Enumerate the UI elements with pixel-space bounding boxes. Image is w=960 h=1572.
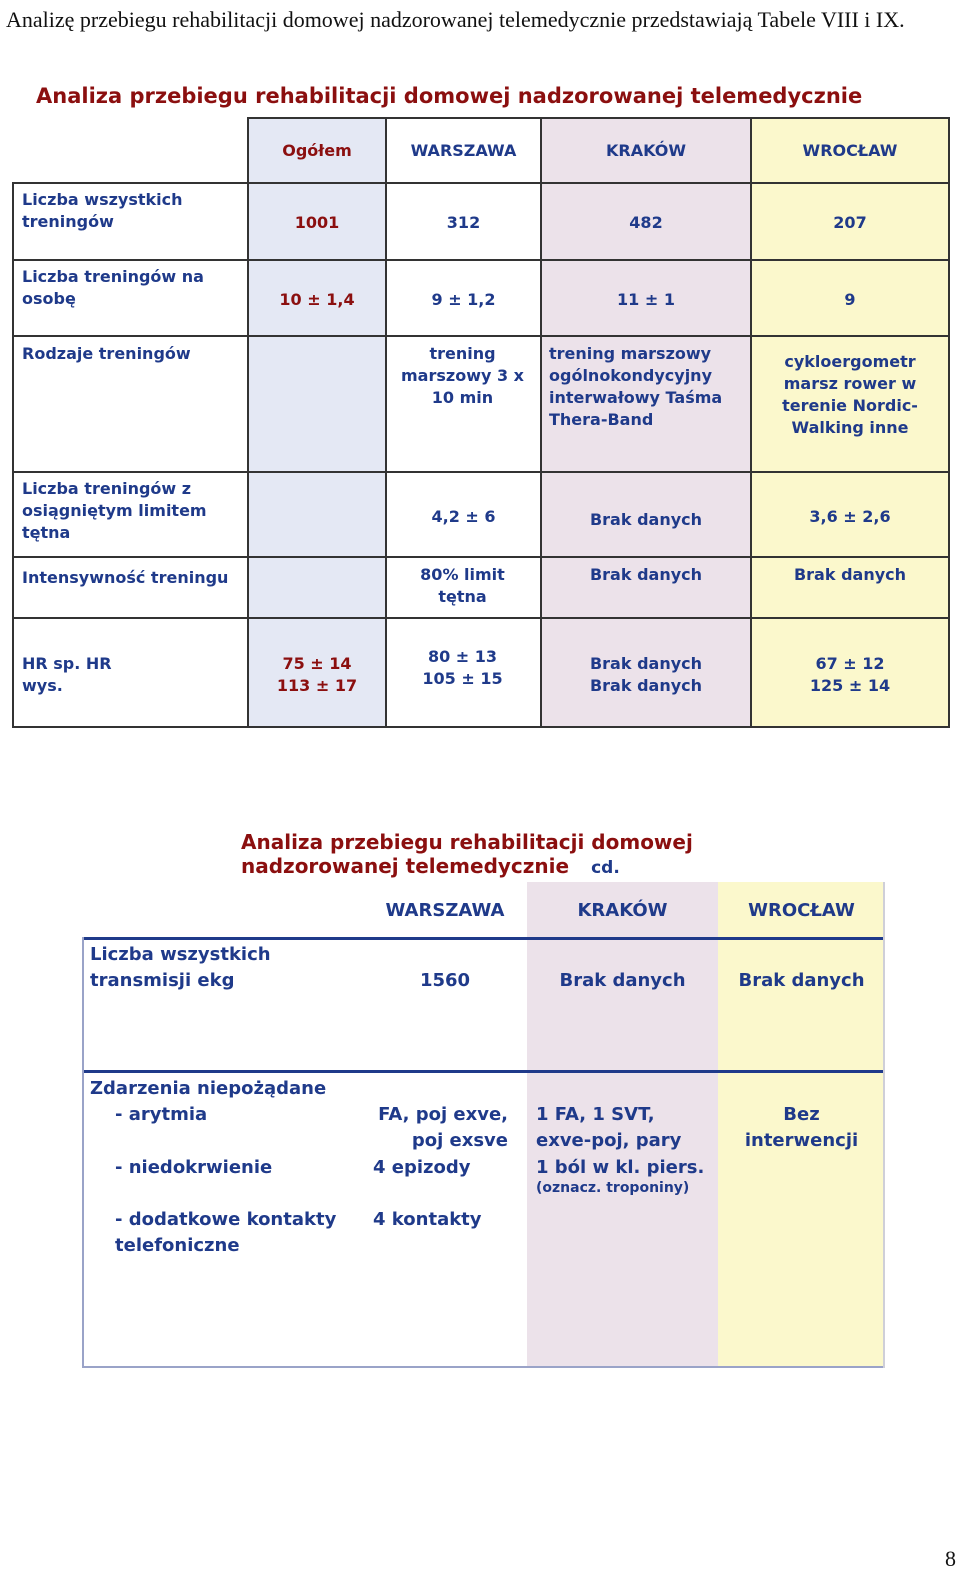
cell-ogolem: 10 ± 1,4 bbox=[279, 290, 355, 309]
grid-line bbox=[540, 117, 542, 727]
cell-krakow: Brak danych bbox=[589, 510, 703, 529]
row-label-treningow-na-osobe: Liczba treningów na osobę bbox=[22, 267, 204, 308]
col-bg-ogolem bbox=[247, 117, 385, 727]
cell-warszawa: 80 ± 13 105 ± 15 bbox=[422, 647, 503, 688]
table2-title-line2: nadzorowanej telemedycznie bbox=[241, 854, 570, 878]
row-label-hr: HR sp. HR wys. bbox=[22, 654, 112, 695]
cell-krakow: Brak danych bbox=[589, 565, 703, 584]
cell-krakow-ekg: Brak danych bbox=[559, 970, 686, 991]
header-warszawa-2: WARSZAWA bbox=[385, 900, 505, 921]
cell-krakow-rodzaje: trening marszowy ogólnokondycyjny interwałowy Taśma Thera-Band bbox=[549, 344, 723, 429]
table2-title-suffix: cd. bbox=[591, 858, 620, 878]
header-wroclaw: WROCŁAW bbox=[802, 141, 898, 160]
grid-line bbox=[12, 617, 950, 619]
cell-warszawa: 9 ± 1,2 bbox=[431, 290, 496, 309]
table2-divider bbox=[82, 937, 885, 940]
intro-paragraph: Analizę przebiegu rehabilitacji domowej nadzorowanej telemedycznie przedstawiają Tabele VIII i IX. bbox=[6, 7, 905, 32]
table2-divider bbox=[82, 1070, 885, 1073]
cell-warszawa-rodzaje: trening marszowy 3 x 10 min bbox=[401, 344, 524, 407]
grid-line bbox=[12, 259, 950, 261]
cell-wroclaw: Brak danych bbox=[793, 565, 907, 584]
cell-warszawa: 4,2 ± 6 bbox=[431, 507, 496, 526]
grid-line bbox=[12, 726, 950, 728]
grid-line bbox=[385, 117, 387, 727]
table2-right-line bbox=[883, 882, 885, 1368]
cell-wroclaw: 9 bbox=[844, 290, 856, 309]
table2-bottom-line bbox=[82, 1366, 885, 1368]
cell-wroclaw-ekg: Brak danych bbox=[738, 970, 865, 991]
cell-warszawa: 312 bbox=[446, 213, 481, 232]
grid-line bbox=[948, 117, 950, 727]
row-label-intensywnosc: Intensywność treningu bbox=[22, 568, 229, 587]
grid-line bbox=[12, 182, 14, 727]
cell-ogolem: 75 ± 14 113 ± 17 bbox=[276, 654, 358, 695]
cell-warszawa-kontakty: 4 kontakty bbox=[373, 1209, 482, 1230]
table2-title-line1: Analiza przebiegu rehabilitacji domowej bbox=[241, 830, 693, 854]
grid-line bbox=[12, 471, 950, 473]
sub-label-arytmia: - arytmia bbox=[115, 1104, 208, 1125]
cell-wroclaw-zdarzenia: Bez interwencji bbox=[744, 1104, 859, 1151]
cell-krakow: 482 bbox=[629, 213, 663, 232]
row-label-liczba-treningow: Liczba wszystkich treningów bbox=[22, 190, 183, 231]
table2-left-line bbox=[82, 937, 84, 1368]
header-krakow-2: KRAKÓW bbox=[577, 900, 668, 921]
sub-label-niedokrwienie: - niedokrwienie bbox=[115, 1157, 273, 1178]
cell-warszawa: 80% limit tętna bbox=[420, 565, 505, 606]
grid-line bbox=[12, 556, 950, 558]
row-label-zdarzenia: Zdarzenia niepożądane bbox=[90, 1078, 327, 1099]
cell-krakow-note: (oznacz. troponiny) bbox=[536, 1180, 690, 1196]
grid-line bbox=[12, 335, 950, 337]
cell-krakow-arytmia: 1 FA, 1 SVT, exve-poj, pary bbox=[536, 1104, 682, 1151]
header-warszawa: WARSZAWA bbox=[410, 141, 517, 160]
grid-line bbox=[247, 117, 950, 119]
table2-title bbox=[241, 830, 693, 880]
page-number: 8 bbox=[945, 1546, 956, 1571]
header-ogolem: Ogółem bbox=[282, 141, 352, 160]
cell-wroclaw-rodzaje: cykloergometr marsz rower w terenie Nordic-Walking inne bbox=[782, 352, 918, 437]
header-wroclaw-2: WROCŁAW bbox=[748, 900, 855, 921]
cell-warszawa-niedokrwienie: 4 epizody bbox=[373, 1157, 471, 1178]
grid-line bbox=[12, 182, 950, 184]
cell-wroclaw: 3,6 ± 2,6 bbox=[809, 507, 891, 526]
row-label-rodzaje-treningow: Rodzaje treningów bbox=[22, 344, 191, 363]
cell-krakow: Brak danych Brak danych bbox=[589, 654, 703, 695]
cell-warszawa-ekg: 1560 bbox=[419, 970, 471, 991]
row-label-transmisje-ekg: Liczba wszystkich transmisji ekg bbox=[90, 944, 271, 991]
cell-wroclaw: 67 ± 12 125 ± 14 bbox=[809, 654, 891, 695]
cell-krakow: 11 ± 1 bbox=[617, 290, 675, 309]
cell-wroclaw: 207 bbox=[833, 213, 867, 232]
grid-line bbox=[750, 117, 752, 727]
row-label-limit-tetna: Liczba treningów z osiągniętym limitem tętna bbox=[22, 479, 207, 542]
cell-krakow-niedokrwienie: 1 ból w kl. piers. bbox=[536, 1157, 705, 1178]
header-krakow: KRAKÓW bbox=[605, 141, 687, 160]
grid-line bbox=[247, 117, 249, 727]
cell-ogolem: 1001 bbox=[294, 213, 340, 232]
table1-title: Analiza przebiegu rehabilitacji domowej nadzorowanej telemedycznie bbox=[36, 84, 863, 108]
cell-warszawa-arytmia: FA, poj exve, poj exsve bbox=[378, 1104, 508, 1151]
sub-label-kontakty: - dodatkowe kontakty telefoniczne bbox=[115, 1209, 337, 1256]
